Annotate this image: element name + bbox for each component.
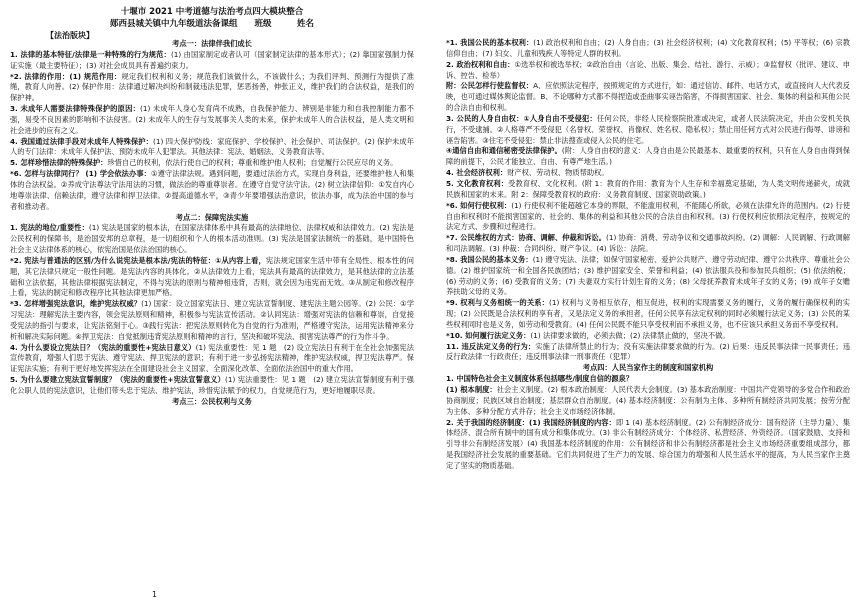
paragraph <box>446 418 850 472</box>
paragraph <box>446 179 850 201</box>
paragraph-text: 宪法规定国家生活中带有全局性、根本性的问题，其它法律只规定一般性问题。是宪法内容的具体化。②从法律效力上看，宪法具有最高的法律效力，是其他法律的立法基础和立法依据，其他法律根据宪法制定，不得与宪法的原则与精神相违背，否则，就会因为违宪而无效。③从制定和修改程序上看，宪法的制定和修改程序比其他法律更加严格。 <box>10 255 414 298</box>
paragraph <box>10 169 414 212</box>
paragraph <box>446 201 850 234</box>
paragraph <box>446 81 850 114</box>
paragraph-text: 珍惜自己的权利，依法行使自己的权利；尊重和维护他人权利；自觉履行公民应尽的义务。 <box>107 158 398 168</box>
paragraph-lead: 2. 政治权利和自由： <box>446 59 515 69</box>
paragraph-lead: 附：公民怎样行使监督权： <box>446 81 534 91</box>
doc-title: 十堰市 2021 中考道德与法治考点四大模块整合 <box>120 7 304 17</box>
paragraph-text: ①选举权和被选举权；②政治自由（言论、出版、集会、结社、游行、示威）；③监督权（批评、建议、申诉、控告、检举） <box>446 59 850 80</box>
paragraph-lead: 1. 宪法的地位/重要性： <box>10 223 89 233</box>
right-column <box>446 38 850 472</box>
paragraph-text: (1) 未成年人身心发育尚不成熟，自我保护能力、辨别是非能力和自我控制能力都不强，易受不良因素的影响和不法侵害。(2) 未成年人的生存与发展事关人类的未来，保护未成年人的合法权益，是人类文明和社会进步的应有之义。 <box>10 104 415 135</box>
paragraph <box>10 343 414 376</box>
paragraph <box>10 72 414 105</box>
paragraph-lead: *2. 法律的作用：(1) 规范作用： <box>10 71 122 81</box>
paragraph-text: 实施了法律所禁止的行为；没有实施法律要求做的行为。(2) 后果：违反民事法律一民事责任；违反行政法律一行政责任；违反刑事法律一刑事责任（犯罪） <box>446 341 850 362</box>
paragraph-lead: 5. 为什么要建立宪法宣誓制度？（宪法的重要性+宪法宣誓意义） <box>10 375 226 385</box>
section-heading: 考点二：保障宪法实施 <box>175 212 249 222</box>
section-heading: 考点四：人民当家作主的制度和国家机构 <box>582 363 714 373</box>
paragraph <box>10 50 414 72</box>
paragraph-text: 社会主义制度。(2) 根本政治制度：人民代表大会制度。(3) 基本政治制度：中国共产党领导的多党合作和政治协商制度；民族区域自治制度；基层群众自治制度。(4) 基本经济制度：公有制为主体、多种所有制经济共同发展；按劳分配为主体、多种分配方式并存；社会主义市场经济体制。 <box>446 385 850 416</box>
paragraph-lead: 4. 我国通过法律手段对未成年人特殊保护： <box>10 136 154 146</box>
paragraph <box>446 374 850 385</box>
paragraph-text: A、应依照法定程序，按照规定的方式进行，如：通过信访、邮件、电话方式，或直接向人大代表反映，也可通过媒体舆论监督。B、不论哪种方式都不得捏造或歪曲事实诬告陷害，不得损害国家、社会、集体的利益和其他公民的合法自由和权利。 <box>446 81 850 113</box>
paragraph-lead: 3. 公民的人身自由权：①人身自由不受侵犯： <box>446 113 597 123</box>
paragraph-lead: 4. 为什么要设立宪法日？（宪法的重要性+宪法日意义） <box>10 342 196 352</box>
paragraph-lead: 1. 法律的基本特征/法律是一种特殊的行为规范： <box>10 49 171 59</box>
paragraph <box>446 60 850 82</box>
paragraph <box>10 223 414 256</box>
paragraph-text: (1) 由国家制定或者认可（国家制定法律的基本形式）；(2) 靠国家强制力保证实施（最主要特征）；(3) 对社会成员具有普遍约束力。 <box>10 49 414 70</box>
paragraph-lead: *7. 公民维权的方式：协商、调解、仲裁和诉讼。 <box>446 233 607 243</box>
paragraph-lead: 11. 违反法定义务的行为： <box>446 341 536 351</box>
section-heading: 考点三：公民权利与义务 <box>172 396 252 406</box>
paragraph-lead: *3. 怎样增强宪法意识，维护宪法权威？ <box>10 299 142 309</box>
paragraph-text: ①遵守法律法规。遇到问题，要通过法治方式，实现自身利益，还要维护他人和集体的合法权益。②养成守法尊法守法用法的习惯，做法治的尊重尊崇者。在遵守自觉守法守法。(2) 树立法律信仰：①发自内心地尊崇法律、信赖法律，遵守法律和捍卫法律。②提高道德水平，③青少年要增强法治意识，依法办事，成为法治中国的参与者和推动者。 <box>10 169 414 211</box>
paragraph-text: 财产权、劳动权、物质帮助权。 <box>507 168 609 178</box>
left-column <box>10 39 414 408</box>
paragraph <box>10 299 414 342</box>
paragraph-lead: 5. 文化教育权利： <box>446 178 509 188</box>
paragraph-lead: 3. 未成年人需要法律特殊保护的原因： <box>10 104 141 114</box>
paragraph-lead: *6. 怎样与法律同行？ (1) 学会依法办事： <box>10 169 151 179</box>
paragraph-text: 受教育权、文化权利。(附 1：教育的作用：教育为个人生存和幸福奠定基础，为人类文明传递薪火，成就民族和国家的未来。附 2：保障受教育权的政府：义务教育制度、国家资助政策。) <box>446 178 851 199</box>
paragraph-lead: ④通信自由和通信秘密受法律保护。 <box>446 146 562 156</box>
paragraph-text: (1) 宪法是国家的根本法，在国家法律体系中具有最高的法律地位、法律权威和法律效力。(2) 宪法是公民权利的保障书，是治国安邦的总章程，是一切组织和个人的根本活动准则。(3) 宪法是国家法制统一的基础，是中国特色社会主义法律体系的核心，依宪治国是依法治国的核心。 <box>10 223 414 255</box>
paragraph <box>446 146 850 168</box>
paragraph-lead: 5. 怎样珍惜法律的特殊保护： <box>10 158 108 168</box>
paragraph <box>10 137 414 159</box>
paragraph <box>446 255 850 298</box>
paragraph-lead: *6. 如何行使权利： <box>446 200 512 210</box>
paragraph <box>10 158 414 169</box>
paragraph-text: (1) 宪法重要性：见 1 题 (2) 设立宪法日有利于在全社会加强宪法宣传教育，增强人们思于宪法、遵守宪法、捍卫宪法的意识；有利于进一步弘扬宪法精神，维护宪法权威，捍卫宪法尊严。保证宪法实施；有利于更好地发挥宪法在全面建设社会主义国家、全面深化改革、全面依法治国中的重大作用。 <box>10 342 415 374</box>
paragraph-text: 规定我们权利和义务；规范我们该做什么，不该做什么；为我们评判、预测行为提供了准绳，教育人向善。(2) 保护作用：法律通过解决纠纷和制裁违法犯罪，惩恶扬善，伸张正义，维护我们的合法权益，是我们的保护神。 <box>10 71 414 103</box>
paragraph-lead: 1. 中国特色社会主义制度体系包括哪些/制度自信的源泉？ <box>446 374 633 384</box>
paragraph-text: 任何公民，非经人民检察院批准或决定，或者人民法院决定，并由公安机关执行，不受逮捕。②人格尊严不受侵犯（名誉权、荣誉权、肖像权、姓名权、隐私权）；禁止用任何方式对公民进行侮辱、诽谤和诬告陷害。③住宅不受侵犯：禁止非法搜查或侵入公民的住宅。 <box>446 113 850 145</box>
paragraph <box>446 114 850 147</box>
module-label: 【法治版块】 <box>46 31 94 40</box>
paragraph-lead: (1) 根本制度： <box>446 385 497 394</box>
paragraph-lead: 4. 社会经济权利： <box>446 168 508 178</box>
paragraph-text: 即 1 (4) 基本经济制度。(2) 公有制经济成分：国有经济（主导力量）、集体经济、混合所有制中的国有成分和集体成分。(3) 非公有制经济成分：个体经济、私营经济、外资经济。（国家鼓励、支持和引导非公有制经济发展）(4) 我国基本经济制度的作用：公有制经济和非公有制经济都是社会主义市场经济重要组成部分，都是我国经济社会发展的重要基础。它们共同促进了生产力的发展、综合国力的增强和人民生活水平的提高，为人民当家作主奠定了坚实的物质基础。 <box>446 417 850 470</box>
paragraph-text: (1) 政治权利和自由；(2) 人身自由；(3) 社会经济权利；(4) 文化教育权利；(5) 平等权；(6) 宗教信仰自由；(7) 妇女、儿童和残疾人等特定人群的权利。 <box>446 38 850 58</box>
paragraph-lead: *10. 如何履行法定义务： <box>446 330 531 340</box>
paragraph-text: (1) 宪法重要性：见 1 题 (2) 建立宪法宣誓制度有利于强化公职人员的宪法意识，让他们带头忠于宪法、维护宪法，珍惜宪法赋予的权力，自觉规范行为，更好地履职尽责。 <box>10 375 415 395</box>
doc-subtitle: 郧西县城关镇中九年级道法备课组 班级 姓名 <box>109 19 314 29</box>
paragraph <box>446 298 850 331</box>
paragraph <box>446 168 850 179</box>
paragraph <box>446 342 850 364</box>
paragraph-text: (1) 法律要求做的，必须去做；(2) 法律禁止做的，坚决不做。 <box>530 330 730 340</box>
paragraph-text: (附：人身自由权的意义：人身自由是公民最基本、最重要的权利，只有在人身自由得到保障的前提下，公民才能独立、自由、有尊严地生活。) <box>446 146 850 167</box>
paragraph-text: (1) 四大保护防线：家庭保护、学校保护、社会保护、司法保护。(2) 保护未成年人的专门法律：未成年人保护法、预防未成年人犯罪法。其他法律：宪法、婚姻法、义务教育法等。 <box>10 136 414 157</box>
paragraph <box>10 375 414 397</box>
paragraph <box>446 233 850 255</box>
paragraph-text: (1) 遵守宪法、法律；如保守国家秘密、爱护公共财产、遵守劳动纪律、遵守公共秩序、尊重社会公德。(2) 维护国家统一和全国各民族团结；(3) 维护国家安全、荣誉和利益；(4) 依法服兵役和参加民兵组织；(5) 依法纳税；(6) 劳动的义务；(6) 受教育的义务；(7) 夫妻双方实行计划生育的义务；(8) 父母抚养教育未成年子女的义务；(9) 成年子女赡养扶助父母的义务。 <box>446 254 851 297</box>
paragraph-lead: *8. 我国公民的基本义务： <box>446 254 533 264</box>
paragraph-text: (1) 协商：消费、劳动争议和交通事故纠纷。(2) 调解：人民调解、行政调解和司法调解。(3) 仲裁：合同纠纷、财产争议。(4) 诉讼：法院。 <box>446 233 850 254</box>
paragraph <box>446 385 850 418</box>
page-number: 1 <box>152 590 158 599</box>
section-heading: 考点一：法律伴我们成长 <box>172 39 252 48</box>
paragraph <box>10 256 414 299</box>
paragraph <box>10 104 414 137</box>
paragraph <box>446 38 850 60</box>
paragraph-lead: *1. 我国公民的基本权利： <box>446 38 534 47</box>
paragraph-text: (1) 行使权利不能超越它本身的界限，不能滥用权利，不能随心所欲，必须在法律允许的范围内。(2) 行使自由和权利时不能损害国家的、社会的、集体的利益和其他公民的合法自由和权利。(3) 行使权利应依照法定程序，按规定的法定方式、步骤和过程进行。 <box>446 200 850 232</box>
paragraph-lead: 2. 关于我国的经济制度：(1) 我国经济制度的内容： <box>446 417 616 427</box>
paragraph-text: (1) 国家：设立国家宪法日、建立宪法宣誓制度、建宪法主题公园等。(2) 公民：①学习宪法：理解宪法主要内容，领会宪法原则和精神，积极参与宪法宣传活动。②认同宪法：增强对宪法的信赖和尊崇，自觉接受宪法的指引与要求，让宪法铭刻于心。③践行宪法：把宪法原则转化为自觉的行为准则，严格遵守宪法，运用宪法精神来分析和解决实际问题。④捍卫宪法：自觉抵制违背宪法原则和精神的言行，坚决和破坏宪法、损害宪法尊严的行为作斗争。 <box>10 299 414 341</box>
paragraph-lead: *2. 宪法与普通法的区别/为什么说宪法是根本法/宪法的特征：①从内容上看， <box>10 255 266 265</box>
paragraph-text: (1) 权利与义务相互依存，相互促进，权利的实现需要义务的履行，义务的履行确保权利的实现；(2) 公民既是合法权利的享有者，又是法定义务的承担者，任何公民享有法定权利的同时必须履行法定义务；(3) 公民的某些权利同时也是义务，如劳动和受教育。(4) 任何公民既不能只享受权利而不承担义务，也不应该只承担义务而不享受权利。 <box>446 298 851 329</box>
paragraph-lead: *9. 权利与义务相统一的关系： <box>446 298 550 308</box>
paragraph <box>446 331 850 342</box>
